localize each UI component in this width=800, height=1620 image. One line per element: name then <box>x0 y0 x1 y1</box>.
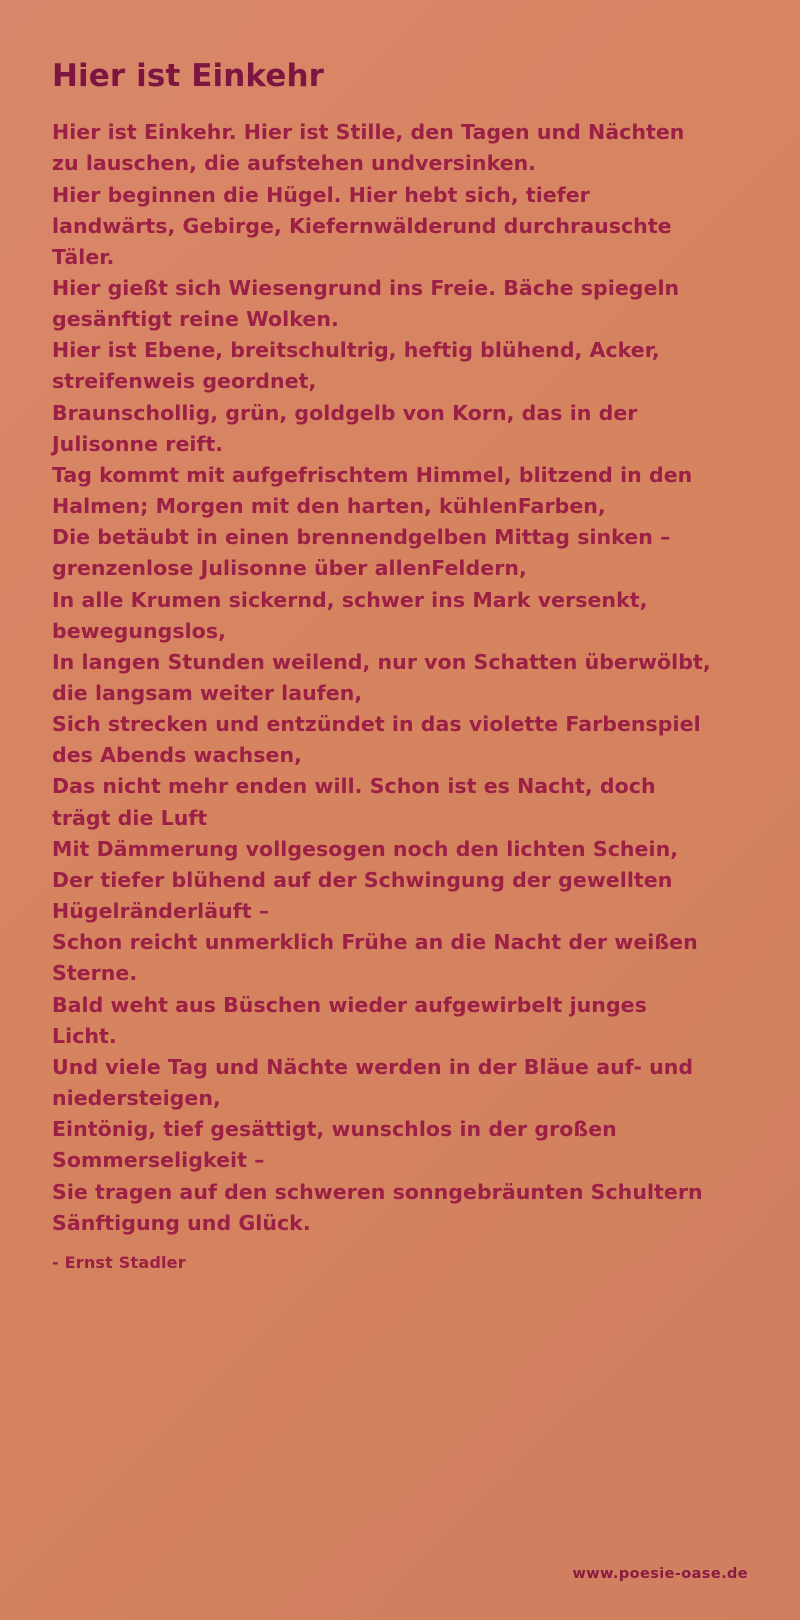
poem-line: grenzenlose Julisonne über allenFeldern, <box>52 556 527 581</box>
poem-line: landwärts, Gebirge, Kiefernwälderund durchrauschte <box>52 213 672 238</box>
poem-line: bewegungslos, <box>52 618 226 643</box>
poem-line: In alle Krumen sickernd, schwer ins Mark versenkt, <box>52 587 648 612</box>
poem-line: Schon reicht unmerklich Frühe an die Nacht der weißen <box>52 930 698 955</box>
poem-line: des Abends wachsen, <box>52 743 302 768</box>
poem-line: Sänftigung und Glück. <box>52 1210 311 1235</box>
poem-line: Täler. <box>52 244 115 269</box>
poem-line: trägt die Luft <box>52 805 208 830</box>
page-title: Hier ist Einkehr <box>52 58 325 94</box>
website-url: www.poesie-oase.de <box>572 1566 748 1582</box>
poem-line: Hier ist Ebene, breitschultrig, heftig blühend, Acker, <box>52 338 660 363</box>
poem-line: Sterne. <box>52 961 138 986</box>
poem-line: Sommerseligkeit – <box>52 1148 265 1173</box>
poem-line: Sich strecken und entzündet in das violette Farbenspiel <box>52 712 701 737</box>
poem-line: Eintönig, tief gesättigt, wunschlos in der großen <box>52 1117 617 1142</box>
poem-line: Das nicht mehr enden will. Schon ist es Nacht, doch <box>52 774 656 799</box>
poem-line: zu lauschen, die aufstehen undversinken. <box>52 151 537 176</box>
poem-line: Tag kommt mit aufgefrischtem Himmel, blitzend in den <box>52 462 693 487</box>
poem-line: gesänftigt reine Wolken. <box>52 307 339 332</box>
poem-line: Sie tragen auf den schweren sonngebräunten Schultern <box>52 1179 703 1204</box>
poem-author: - Ernst Stadler <box>52 1252 186 1272</box>
poem-line: Der tiefer blühend auf der Schwingung der gewellten <box>52 867 673 892</box>
poem-line: Hier gießt sich Wiesengrund ins Freie. Bäche spiegeln <box>52 275 680 300</box>
poem-line: niedersteigen, <box>52 1086 221 1111</box>
poem-line: Die betäubt in einen brennendgelben Mittag sinken – <box>52 525 671 550</box>
poem-line: Halmen; Morgen mit den harten, kühlenFarben, <box>52 494 606 519</box>
poem-line: Hier beginnen die Hügel. Hier hebt sich, tiefer <box>52 182 590 207</box>
poem-line: Bald weht aus Büschen wieder aufgewirbelt junges <box>52 992 647 1017</box>
poem-line: Und viele Tag und Nächte werden in der Bläue auf- und <box>52 1054 694 1079</box>
poem-line: Julisonne reift. <box>52 431 224 456</box>
poem-line: Hier ist Einkehr. Hier ist Stille, den Tagen und Nächten <box>52 120 685 145</box>
poem-line: Braunschollig, grün, goldgelb von Korn, das in der <box>52 400 638 425</box>
poem-body <box>52 117 748 1239</box>
poem-line: In langen Stunden weilend, nur von Schatten überwölbt, <box>52 649 711 674</box>
poem-line: Mit Dämmerung vollgesogen noch den lichten Schein, <box>52 836 679 861</box>
poem-line: streifenweis geordnet, <box>52 369 317 394</box>
poem-line: Licht. <box>52 1023 117 1048</box>
poem-line: die langsam weiter laufen, <box>52 681 363 705</box>
poem-line: Hügelränderläuft – <box>52 899 270 924</box>
